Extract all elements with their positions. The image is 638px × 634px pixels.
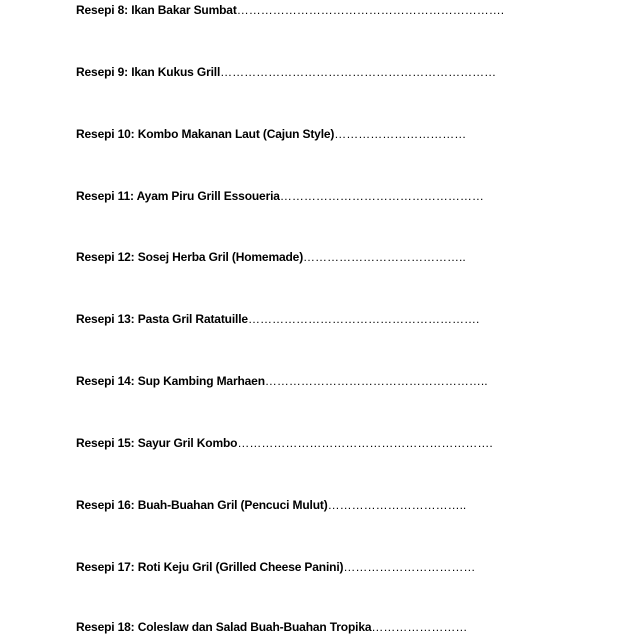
toc-entry-label: Resepi 9: Ikan Kukus Grill: [76, 65, 221, 79]
toc-leader-dots: ………………………………………………..: [264, 374, 488, 388]
toc-entry: [76, 250, 466, 264]
toc-entry: [76, 65, 496, 79]
toc-entry: [76, 189, 484, 203]
toc-entry-label: Resepi 13: Pasta Gril Ratatuille: [76, 312, 248, 326]
toc-entry: [76, 127, 466, 141]
toc-entry: [76, 436, 493, 450]
toc-entry-label: Resepi 15: Sayur Gril Kombo: [76, 436, 238, 450]
toc-leader-dots: ………………………………………………………….: [236, 3, 505, 17]
toc-entry-label: Resepi 8: Ikan Bakar Sumbat: [76, 3, 237, 17]
toc-leader-dots: ……………………………..: [327, 498, 467, 512]
toc-entry-label: Resepi 17: Roti Keju Gril (Grilled Cheese Panini): [76, 560, 344, 574]
toc-entry: [76, 374, 488, 388]
toc-entry-label: Resepi 16: Buah-Buahan Gril (Pencuci Mulut): [76, 498, 328, 512]
toc-entry-label: Resepi 18: Coleslaw dan Salad Buah-Buahan Tropika: [76, 620, 372, 634]
toc-leader-dots: ……………………………………………………………: [220, 65, 497, 79]
toc-leader-dots: ……………………: [371, 620, 468, 634]
toc-entry: [76, 498, 466, 512]
toc-entry-label: Resepi 14: Sup Kambing Marhaen: [76, 374, 265, 388]
toc-entry-label: Resepi 10: Kombo Makanan Laut (Cajun Style): [76, 127, 335, 141]
toc-entry: [76, 312, 479, 326]
toc-leader-dots: ……………………………………………………….: [237, 436, 493, 450]
toc-entry-label: Resepi 12: Sosej Herba Gril (Homemade): [76, 250, 304, 264]
toc-entry: [76, 620, 467, 634]
toc-leader-dots: ………………………………………………….: [247, 312, 480, 326]
toc-leader-dots: …………………………………..: [303, 250, 466, 264]
toc-leader-dots: ……………………………: [343, 560, 476, 574]
toc-leader-dots: ……………………………………………: [279, 189, 484, 203]
toc-leader-dots: ……………………………: [334, 127, 467, 141]
toc-entry-label: Resepi 11: Ayam Piru Grill Essoueria: [76, 189, 280, 203]
toc-entry: [76, 3, 504, 17]
toc-entry: [76, 560, 475, 574]
